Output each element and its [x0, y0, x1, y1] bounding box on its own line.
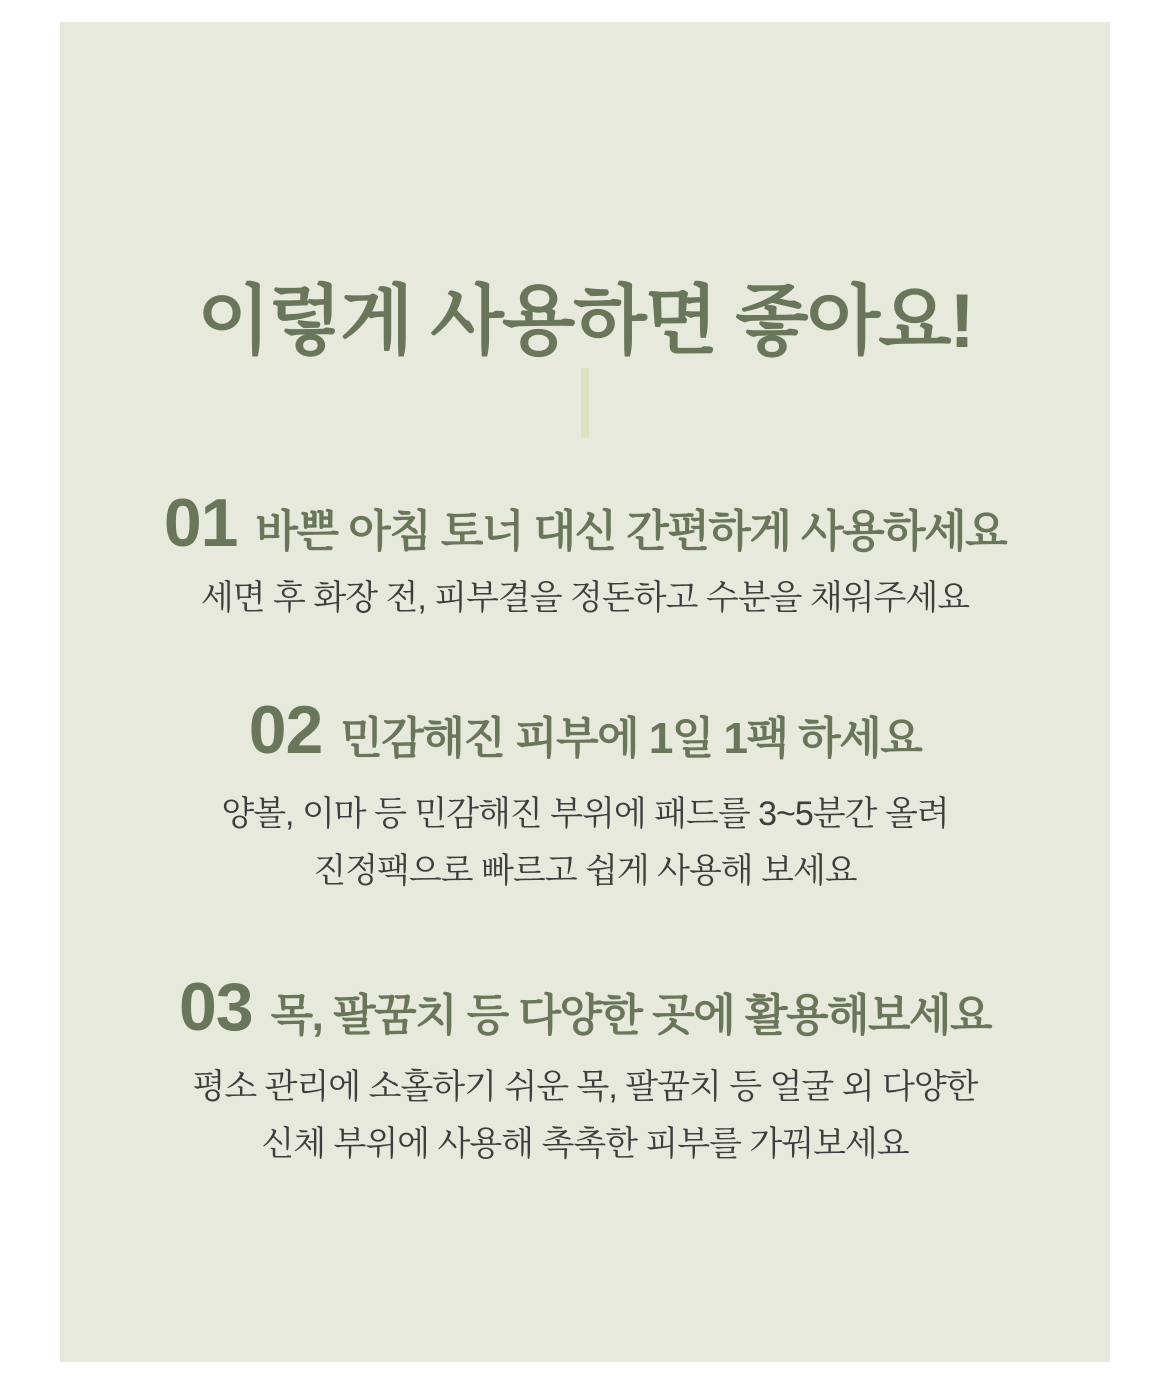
description-line: 진정팩으로 빠르고 쉽게 사용해 보세요 [313, 852, 857, 890]
usage-section-01 [60, 485, 1110, 561]
description-line: 평소 관리에 소홀하기 쉬운 목, 팔꿈치 등 얼굴 외 다양한 [192, 1068, 978, 1106]
section-heading: 목, 팔꿈치 등 다양한 곳에 활용해보세요 [270, 991, 992, 1040]
section-heading-row [60, 692, 1110, 768]
section-heading-row [60, 969, 1110, 1045]
description-line: 양볼, 이마 등 민감해진 부위에 패드를 3~5분간 올려 [221, 795, 949, 833]
description-line: 신체 부위에 사용해 촉촉한 피부를 가꿔보세요 [261, 1125, 909, 1163]
section-description [60, 786, 1110, 900]
page-title: 이렇게 사용하면 좋아요! [197, 278, 973, 364]
section-number: 03 [178, 969, 253, 1045]
section-description [60, 570, 1110, 627]
section-number: 02 [248, 692, 323, 768]
usage-section-03 [60, 969, 1110, 1045]
section-number: 01 [163, 485, 238, 561]
section-heading: 민감해진 피부에 1일 1팩 하세요 [340, 714, 922, 763]
section-heading: 바쁜 아침 토너 대신 간편하게 사용하세요 [255, 507, 1007, 556]
section-description [60, 1059, 1110, 1173]
description-line: 세면 후 화장 전, 피부결을 정돈하고 수분을 채워주세요 [200, 579, 970, 617]
section-heading-row [60, 485, 1110, 561]
usage-section-02 [60, 692, 1110, 768]
usage-guide-panel [60, 22, 1110, 1362]
title-divider [581, 368, 589, 438]
